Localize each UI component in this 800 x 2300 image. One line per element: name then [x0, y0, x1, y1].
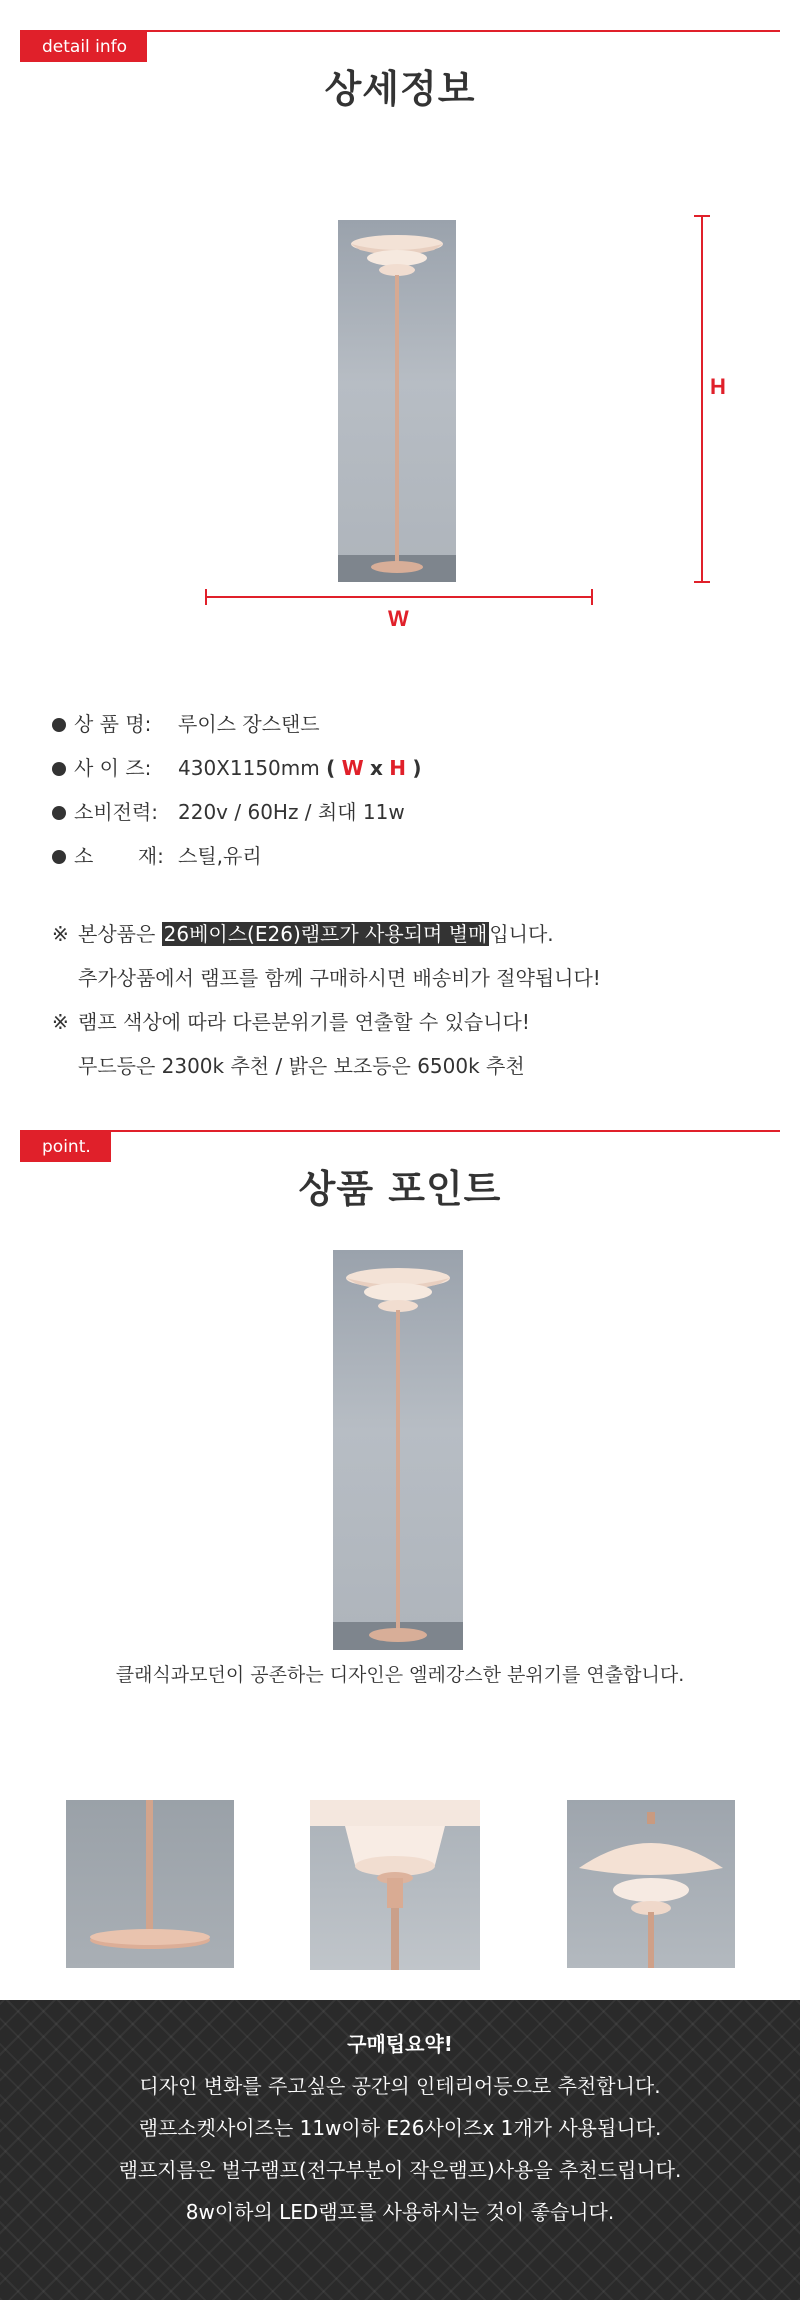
width-label: W [388, 606, 409, 631]
height-label: H [710, 374, 726, 399]
spec-row-name [52, 708, 320, 737]
tip-line: 램프소켓사이즈는 11w이하 E26사이즈x 1개가 사용됩니다. [138, 2116, 662, 2140]
note-text: 본상품은 [78, 922, 162, 946]
note-mark: ※ [52, 1010, 69, 1034]
lamp-base-illustration [66, 1800, 234, 1968]
bullet-icon [52, 718, 66, 732]
spec-key: 소비전력: [74, 800, 159, 824]
height-dimension-cap-top [694, 215, 710, 217]
spec-row-size [52, 752, 422, 781]
purchase-tips-band [0, 2000, 800, 2300]
size-w: W [341, 756, 364, 780]
lamp-shade-illustration [310, 1800, 480, 1970]
spec-row-power [52, 796, 405, 825]
note-highlight: 26베이스(E26)램프가 사용되며 별매 [163, 922, 488, 946]
spec-value: 220v / 60Hz / 최대 11w [178, 800, 405, 824]
note-shipping [52, 962, 601, 991]
detail-thumb-shade [310, 1800, 480, 1970]
note-color [52, 1006, 530, 1035]
spec-key: 사 이 즈: [74, 756, 152, 780]
section-tag-point: point. [20, 1132, 111, 1162]
note-text: 입니다. [489, 922, 554, 946]
height-dimension-line [701, 215, 703, 583]
spec-key: 상 품 명: [74, 712, 152, 736]
bullet-icon [52, 850, 66, 864]
width-dimension-cap-left [205, 589, 207, 605]
note-text: 추가상품에서 램프를 함께 구매하시면 배송비가 절약됩니다! [78, 966, 601, 990]
lamp-top-illustration [567, 1800, 735, 1968]
width-dimension-line [205, 596, 593, 598]
height-dimension-cap-bottom [694, 581, 710, 583]
spec-key: 소 재: [74, 844, 164, 868]
size-h: H [389, 756, 407, 780]
note-text: 무드등은 2300k 추천 / 밝은 보조등은 6500k 추천 [78, 1054, 525, 1078]
note-mark: ※ [52, 922, 69, 946]
bullet-icon [52, 762, 66, 776]
lamp-illustration [338, 220, 456, 582]
tip-line: 램프지름은 벌구램프(전구부분이 작은램프)사용을 추천드립니다. [118, 2158, 682, 2182]
spec-row-material [52, 840, 262, 869]
size-x: x [370, 756, 383, 780]
spec-value: 스틸,유리 [178, 844, 262, 868]
width-dimension-cap-right [591, 589, 593, 605]
section-divider [20, 1130, 780, 1132]
detail-thumb-top [567, 1800, 735, 1968]
note-text: 램프 색상에 따라 다른분위기를 연출할 수 있습니다! [78, 1010, 530, 1034]
size-paren-close: ) [412, 756, 422, 780]
section-tag-detail: detail info [20, 32, 147, 62]
detail-thumb-base [66, 1800, 234, 1968]
size-paren-open: ( [326, 756, 336, 780]
tip-line: 8w이하의 LED램프를 사용하시는 것이 좋습니다. [185, 2200, 615, 2224]
note-kelvin [52, 1050, 525, 1079]
bullet-icon [52, 806, 66, 820]
spec-value: 루이스 장스탠드 [178, 712, 320, 736]
section-title-point: 상품 포인트 [298, 1167, 502, 1211]
spec-value: 430X1150mm [178, 756, 320, 780]
tip-line: 디자인 변화를 주고싶은 공간의 인테리어등으로 추천합니다. [139, 2074, 661, 2098]
tips-title: 구매팁요약! [347, 2032, 453, 2056]
lamp-illustration [333, 1250, 463, 1650]
page-title: 상세정보 [324, 67, 476, 111]
product-photo-main [338, 220, 456, 582]
point-caption: 클래식과모던이 공존하는 디자인은 엘레강스한 분위기를 연출합니다. [115, 1664, 685, 1686]
note-base [52, 918, 554, 947]
product-photo-full [333, 1250, 463, 1650]
